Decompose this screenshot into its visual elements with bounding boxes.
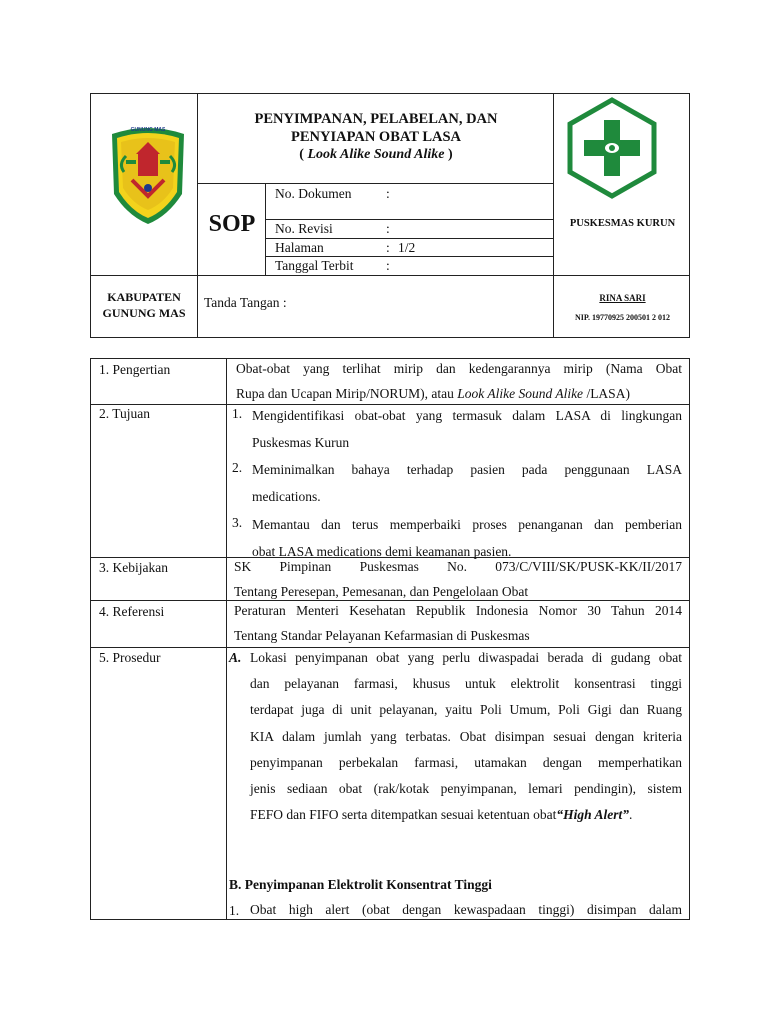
section-marker-a: A. bbox=[229, 650, 242, 665]
field-label-no-revisi: No. Revisi bbox=[275, 221, 333, 236]
text-line: Peraturan Menteri Kesehatan Republik Indonesia Nomor 30 Tahun 2014 bbox=[234, 603, 682, 618]
section-label-kebijakan: 3. Kebijakan bbox=[99, 560, 168, 575]
pengertian-text bbox=[236, 356, 682, 406]
gunung-mas-logo bbox=[108, 124, 188, 226]
puskesmas-logo bbox=[566, 96, 658, 200]
section-label-pengertian: 1. Pengertian bbox=[99, 362, 171, 377]
signer-name: RINA SARI bbox=[599, 293, 646, 303]
field-colon: : bbox=[386, 258, 390, 273]
text-line: Obat-obat yang terlihat mirip dan kedengarannya mirip (Nama Obat bbox=[236, 361, 682, 376]
divider bbox=[226, 358, 227, 920]
text-line: Mengidentifikasi obat-obat yang termasuk dalam LASA di lingkungan bbox=[252, 408, 682, 423]
field-label-tanggal-terbit: Tanggal Terbit bbox=[275, 258, 354, 273]
text-span: Rupa dan Ucapan Mirip/NORUM), atau bbox=[236, 386, 458, 401]
text-line: Lokasi penyimpanan obat yang perlu diwaspadai berada di gudang obat bbox=[250, 650, 682, 665]
kebijakan-text bbox=[234, 554, 682, 604]
section-label-tujuan: 2. Tujuan bbox=[99, 406, 151, 421]
text-line: medications. bbox=[252, 489, 321, 504]
document-title bbox=[200, 110, 552, 164]
puskesmas-name: PUSKESMAS KURUN bbox=[569, 218, 676, 229]
title-paren: ) bbox=[444, 147, 453, 162]
title-paren: ( bbox=[299, 147, 308, 162]
field-colon: : bbox=[386, 240, 390, 255]
title-line bbox=[200, 146, 552, 164]
text-span: FEFO dan FIFO serta ditempatkan sesuai ketentuan obat bbox=[250, 807, 557, 823]
text-line: KIA dalam jumlah yang terbatas. Obat disimpan sesuai dengan kriteria bbox=[250, 728, 682, 744]
text-line bbox=[250, 802, 682, 828]
text-line: penyimpanan perbekalan farmasi, utamakan dengan memperhatikan bbox=[250, 754, 682, 770]
referensi-text bbox=[234, 598, 682, 648]
logo-caption: GUNUNG MAS bbox=[130, 127, 166, 133]
section-label-prosedur: 5. Prosedur bbox=[99, 650, 161, 665]
kabupaten-line: GUNUNG MAS bbox=[102, 306, 186, 320]
text-line: jenis sediaan obat (rak/kotak penyimpanan, lemari pendingin), sistem bbox=[250, 781, 682, 797]
field-label-halaman: Halaman bbox=[275, 240, 324, 255]
text-span: /LASA) bbox=[583, 386, 630, 401]
title-italic: Look Alike Sound Alike bbox=[307, 147, 445, 162]
list-number: 3. bbox=[232, 515, 243, 530]
text-line: SK Pimpinan Puskesmas No. 073/C/VIII/SK/PUSK-KK/II/2017 bbox=[234, 559, 682, 574]
field-colon: : bbox=[386, 186, 390, 201]
divider bbox=[265, 256, 553, 257]
kabupaten-label bbox=[92, 289, 196, 321]
prosedur-a-text bbox=[250, 645, 682, 828]
list-item bbox=[250, 897, 682, 922]
divider bbox=[265, 238, 553, 239]
title-line: PENYIMPANAN, PELABELAN, DAN bbox=[254, 111, 498, 127]
text-italic: Look Alike Sound Alike bbox=[457, 386, 584, 401]
section-heading-b: B. Penyimpanan Elektrolit Konsentrat Tinggi bbox=[229, 877, 492, 892]
divider bbox=[553, 93, 554, 338]
text-span: . bbox=[628, 807, 633, 823]
field-value-halaman: 1/2 bbox=[398, 240, 416, 255]
list-number: 1. bbox=[229, 903, 240, 918]
text-line: Tentang Peresepan, Pemesanan, dan Pengelolaan Obat bbox=[234, 584, 529, 599]
list-item bbox=[252, 402, 682, 456]
divider bbox=[265, 219, 553, 220]
field-label-no-dokumen: No. Dokumen bbox=[275, 186, 352, 201]
field-colon: : bbox=[386, 221, 390, 236]
kabupaten-line: KABUPATEN bbox=[107, 290, 181, 304]
text-line: Puskesmas Kurun bbox=[252, 435, 350, 450]
text-bold-italic: “High Alert” bbox=[556, 807, 629, 823]
text-line: Meminimalkan bahaya terhadap pasien pada penggunaan LASA bbox=[252, 462, 682, 477]
sop-label: SOP bbox=[208, 211, 256, 237]
section-label-referensi: 4. Referensi bbox=[99, 604, 165, 619]
signature-label: Tanda Tangan : bbox=[204, 295, 287, 310]
text-line: Obat high alert (obat dengan kewaspadaan tinggi) disimpan dalam bbox=[250, 902, 682, 917]
list-number: 1. bbox=[232, 406, 243, 421]
divider bbox=[197, 183, 553, 184]
text-line: Tentang Standar Pelayanan Kefarmasian di Puskesmas bbox=[234, 628, 530, 643]
text-line: obat LASA medications demi keamanan pasien. bbox=[252, 544, 512, 559]
title-line: PENYIAPAN OBAT LASA bbox=[291, 129, 461, 145]
divider bbox=[90, 275, 690, 276]
text-line: Memantau dan terus memperbaiki proses penanganan dan pemberian bbox=[252, 517, 682, 532]
text-line: terdapat juga di unit pelayanan, yaitu Poli Umum, Poli Gigi dan Ruang bbox=[250, 702, 682, 718]
text-line: dan pelayanan farmasi, khusus untuk elektrolit konsentrasi tinggi bbox=[250, 676, 682, 692]
list-item bbox=[252, 456, 682, 510]
list-number: 2. bbox=[232, 460, 243, 475]
signer-nip: NIP. 19770925 200501 2 012 bbox=[574, 313, 671, 322]
